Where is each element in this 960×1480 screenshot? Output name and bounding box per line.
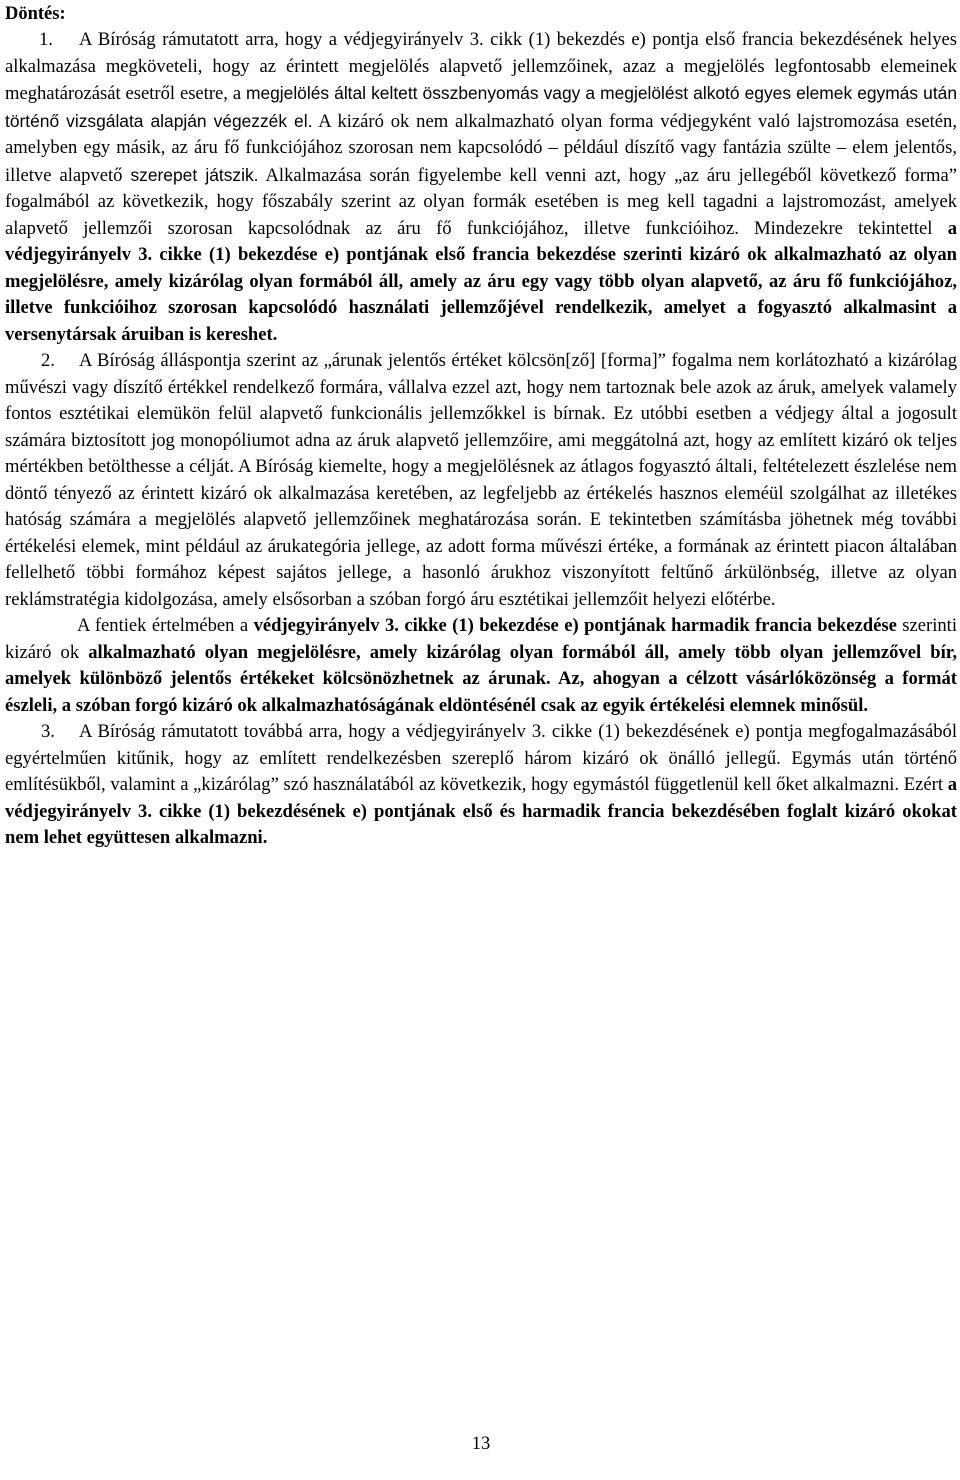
paragraph-conclusion-bold-a: védjegyirányelv 3. cikke (1) bekezdése e) pontjának harmadik francia bekezdése [253,615,897,636]
paragraph-3-number: 3. [41,721,55,742]
paragraph-1-text-a: A Bíróság rámutatott arra, hogy a védjegyirányelv 3. cikk (1) bekezdés e) pontja első francia bekezdésének helyes alkalmazása megköveteli, hogy az érintett megjelölés alapvető jellemzőinek, azaz a megjelölés legfontosabb elemeinek meghatározását esetről esetre, a [5,29,957,104]
paragraph-1-text-d: szerepet játszik. [130,164,259,185]
paragraph-1-text-b: megjelölés által keltett összbenyomás vagy a megjelölést alkotó egyes elemek egymás után történő vizsgálata alapján végezzék el. [5,83,957,131]
decision-heading: Döntés: [5,4,66,24]
paragraph-1-text-c: A kizáró ok nem alkalmazható olyan forma védjegyként való lajstromozása esetén, amelyben egy másik, az áru fő funkciójához szorosan nem kapcsolódó – például díszítő vagy fantázia szülte – elem jelentős, illetve alapvető [5,110,957,186]
page-number: 13 [471,1434,491,1454]
paragraph-1-text-e: Alkalmazása során figyelembe kell venni azt, hogy „az áru jellegéből következő forma” fogalmából az következik, hogy főszabály szerint az olyan formák esetében is meg kell tagadni a lajstromozást, amelyek alapvető jellemzői szorosan kapcsolódnak az áru fő funkciójához, illetve funkcióihoz. Mindezekre tekintettel [5,164,957,239]
document-page [5,0,957,1480]
paragraph-conclusion-bold-b: alkalmazható olyan megjelölésre, amely kizárólag olyan formából áll, amely több olyan jellemzővel bír, amelyek különböző jelentős értékeket kölcsönözhetnek az árunak. Az, ahogyan a célzott vásárlóközönség a formát észleli, a szóban forgó kizáró ok alkalmazhatóságának eldöntésénél csak az egyik értékelési elemnek minősül. [5,641,957,716]
paragraph-2-text: A Bíróság álláspontja szerint az „árunak jelentős értéket kölcsön[ző] [forma]” fogalma nem korlátozható a kizárólag művészi vagy díszítő értékkel rendelkező formára, vállalva ezzel azt, hogy nem tartoznak bele azok az áruk, amelyek valamely fontos esztétikai elemükön felül alapvető funkcionális jellemzőkkel is bírnak. Ez utóbbi esetben a védjegy által a jogosult számára biztosított jog monopóliumot adna az áruk alapvető jellemzőire, ami meggátolná azt, hogy az említett kizáró ok teljes mértékben betölthesse a célját. A Bíróság kiemelte, hogy a megjelölésnek az átlagos fogyasztó általi, feltételezett észlelése nem döntő tényező az érintett kizáró ok alkalmazása keretében, az legfeljebb az értékelés hasznos eleméül szolgálhat az illetékes hatóság számára a megjelölés alapvető jellemzőinek meghatározása során. E tekintetben számításba jöhetnek még további értékelési elemek, mint például az árukategória jellege, az adott forma művészi értéke, a formának az érintett piacon általában fellelhető többi formához képest sajátos jellege, a hasonló árukhoz viszonyított feltűnő árkülönbség, illetve az olyan reklámstratégia kidolgozása, amely elsősorban a szóban forgó áru esztétikai jellemzőit helyezi előtérbe. [5,350,957,610]
paragraph-1 [5,27,957,348]
paragraph-3-bold-conclusion: a védjegyirányelv 3. cikke (1) bekezdésének e) pontjának első és harmadik francia bekezdésében foglalt kizáró okokat nem lehet együttesen alkalmazni. [5,774,957,848]
paragraph-2-number: 2. [41,350,55,371]
paragraph-3-text: A Bíróság rámutatott továbbá arra, hogy a védjegyirányelv 3. cikke (1) bekezdésének e) pontja megfogalmazásából egyértelműen kitűnik, hogy az említett rendelkezésben szereplő három kizáró ok önálló jellegű. Egymás után történő említésükből, valamint a „kizárólag” szó használatából az következik, hogy egymástól függetlenül kell őket alkalmazni. Ezért [5,721,957,795]
paragraph-conclusion [5,613,957,719]
paragraph-1-number: 1. [39,29,53,50]
paragraph-1-bold-conclusion: a védjegyirányelv 3. cikke (1) bekezdése e) pontjának első francia bekezdése szerinti kizáró ok alkalmazható az olyan megjelölésre, amely kizárólag olyan formából áll, amely az áru egy vagy több olyan alapvető, az áru fő funkciójához, illetve funkcióihoz szorosan kapcsolódó használati jellemzőjével rendelkezik, amelyet a fogyasztó alkalmasint a versenytársak áruiban is kereshet. [5,217,957,345]
paragraph-conclusion-text-b: szerinti kizáró ok [5,615,957,663]
paragraph-conclusion-text-a: A fentiek értelmében a [77,615,254,636]
paragraph-3 [5,719,957,852]
paragraph-2 [5,348,957,613]
